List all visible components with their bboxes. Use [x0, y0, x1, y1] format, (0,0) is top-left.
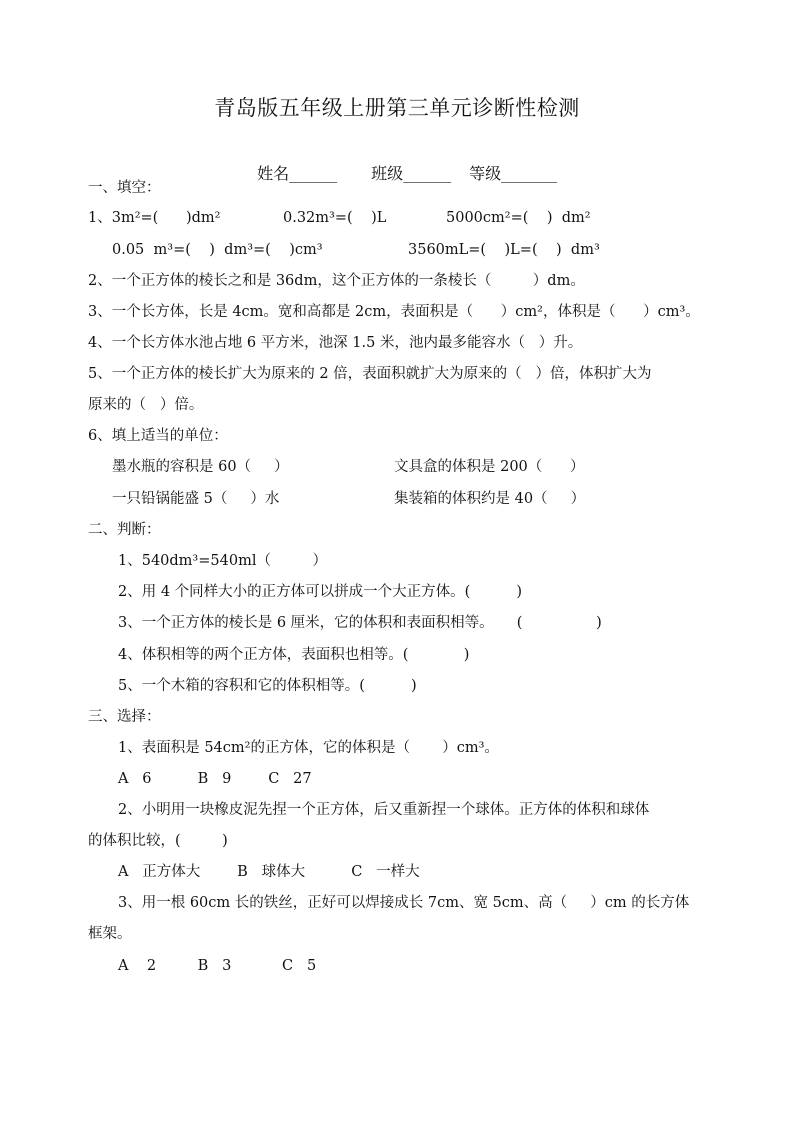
- question-6: 6、填上适当的单位：: [88, 428, 228, 444]
- student-info-line: [0, 138, 794, 210]
- question-1e: 3560mL=( )L=( ) dm³: [408, 242, 600, 258]
- choice-1: 1、表面积是 54cm²的正方体，它的体积是（ ）cm³。: [118, 740, 499, 756]
- judgment-1: 1、540dm³=540ml（ ）: [118, 553, 327, 569]
- question-3: 3、一个长方体，长是 4cm。宽和高都是 2cm，表面积是（ ）cm²，体积是（ ）cm³。: [88, 304, 700, 320]
- section-heading-judgment: 二、判断：: [88, 522, 161, 538]
- choice-3-line1: 3、用一根 60cm 长的铁丝，正好可以焊接成长 7cm、宽 5cm、高（ ）cm 的长方体: [118, 895, 690, 911]
- question-1a: 1、3m²=( )dm²: [88, 210, 221, 226]
- choice-1-options: A 6 B 9 C 27: [118, 771, 312, 787]
- choice-2-line1: 2、小明用一块橡皮泥先捏一个正方体，后又重新捏一个球体。正方体的体积和球体: [118, 802, 650, 818]
- section-heading-choice: 三、选择：: [88, 709, 161, 725]
- question-6c: 一只铅锅能盛 5（ ）水: [112, 491, 280, 507]
- question-4: 4、一个长方体水池占地 6 平方米，池深 1.5 米，池内最多能容水（ ）升。: [88, 335, 583, 351]
- question-6b: 文具盒的体积是 200（ ）: [394, 459, 585, 475]
- question-1d: 0.05 m³=( ) dm³=( )cm³: [112, 242, 323, 258]
- choice-2-options: A 正方体大 B 球体大 C 一样大: [118, 864, 420, 880]
- judgment-2: 2、用 4 个同样大小的正方体可以拼成一个大正方体。( ): [118, 584, 523, 600]
- question-1c: 5000cm²=( ) dm²: [446, 210, 591, 226]
- class-field: 班级______: [371, 164, 452, 183]
- choice-3-options: A 2 B 3 C 5: [118, 958, 317, 974]
- page-title: 青岛版五年级上册第三单元诊断性检测: [214, 96, 580, 120]
- question-5-line2: 原来的（ ）倍。: [88, 397, 204, 413]
- question-1b: 0.32m³=( )L: [283, 210, 387, 226]
- judgment-3: 3、一个正方体的棱长是 6 厘米，它的体积和表面积相等。 ( ): [118, 615, 602, 631]
- section-heading-fill-blank: 一、填空：: [88, 180, 161, 196]
- judgment-4: 4、体积相等的两个正方体，表面积也相等。( ): [118, 647, 470, 663]
- question-2: 2、一个正方体的棱长之和是 36dm，这个正方体的一条棱长（ ）dm。: [88, 273, 585, 289]
- name-field: 姓名______: [257, 164, 338, 183]
- choice-2-line2: 的体积比较，( ): [88, 833, 228, 849]
- question-6a: 墨水瓶的容积是 60（ ）: [112, 459, 289, 475]
- question-6d: 集装箱的体积约是 40（ ）: [394, 491, 586, 507]
- choice-3-line2: 框架。: [88, 926, 132, 942]
- question-5-line1: 5、一个正方体的棱长扩大为原来的 2 倍，表面积就扩大为原来的（ ）倍，体积扩大为: [88, 366, 652, 382]
- judgment-5: 5、一个木箱的容积和它的体积相等。( ): [118, 678, 417, 694]
- grade-field: 等级_______: [469, 164, 558, 183]
